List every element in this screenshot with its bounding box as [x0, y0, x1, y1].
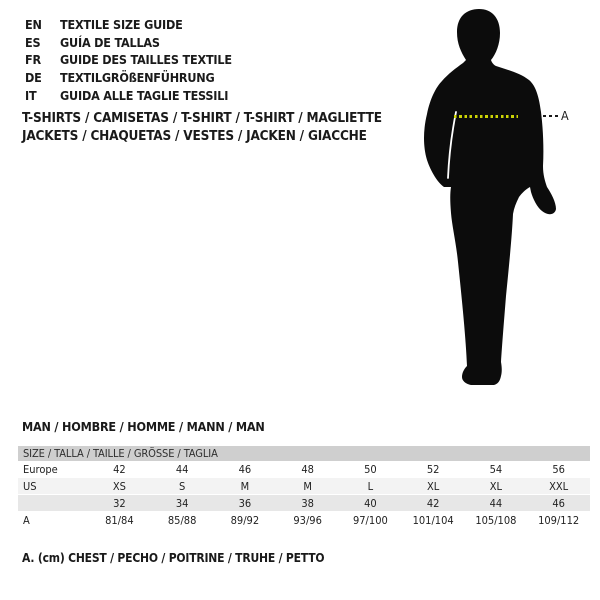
table-cell: XL	[426, 479, 440, 493]
table-cell: 44	[175, 463, 189, 476]
table-cell: 109/112	[538, 514, 580, 527]
measure-label-a: A	[561, 108, 569, 123]
measurement-footnote: A. (cm) CHEST / PECHO / POITRINE / TRUHE / PETTO	[22, 551, 325, 565]
table-cell: 48	[301, 463, 314, 476]
row-label: US	[23, 479, 37, 493]
table-cell: 101/104	[412, 514, 454, 527]
table-cell: XS	[112, 479, 126, 493]
language-code: DE	[25, 70, 42, 86]
table-row-alt-sizes	[18, 495, 590, 512]
table-cell: M	[240, 479, 250, 493]
category-tshirts: T-SHIRTS / CAMISETAS / T-SHIRT / T-SHIRT / MAGLIETTE	[22, 110, 382, 126]
row-label: A	[23, 514, 30, 527]
table-cell: 56	[552, 463, 565, 476]
table-cell: 52	[426, 463, 440, 476]
language-code: FR	[25, 52, 41, 68]
language-code: ES	[25, 34, 41, 50]
table-cell: L	[367, 479, 374, 493]
guide-title: GUIDA ALLE TAGLIE TESSILI	[60, 87, 229, 103]
table-cell: 40	[364, 496, 377, 510]
category-jackets: JACKETS / CHAQUETAS / VESTES / JACKEN / GIACCHE	[22, 128, 367, 144]
table-cell: 42	[113, 463, 126, 476]
table-cell: 46	[552, 496, 565, 510]
size-table	[18, 446, 590, 529]
table-cell: 50	[364, 463, 377, 476]
table-cell: 81/84	[105, 514, 134, 527]
table-cell: 32	[113, 496, 126, 510]
table-cell: 46	[238, 463, 252, 476]
table-cell: 54	[489, 463, 503, 476]
table-row-chest-cm	[18, 512, 590, 529]
guide-title: TEXTILGRÖßENFÜHRUNG	[60, 70, 215, 86]
table-cell: XL	[489, 479, 503, 493]
table-cell: 105/108	[475, 514, 517, 527]
table-row-europe	[18, 461, 590, 478]
table-cell: 38	[301, 496, 314, 510]
chest-measure-dash-pointer	[543, 115, 560, 117]
table-cell: XXL	[549, 479, 569, 493]
table-cell: 36	[238, 496, 252, 510]
guide-title: GUIDE DES TAILLES TEXTILE	[60, 52, 232, 68]
table-cell: M	[303, 479, 312, 493]
table-cell: 93/96	[293, 514, 322, 527]
table-cell: 89/92	[230, 514, 260, 527]
table-cell: 44	[489, 496, 503, 510]
section-title-man: MAN / HOMBRE / HOMME / MANN / MAN	[22, 419, 265, 434]
language-code: EN	[25, 17, 42, 33]
guide-title: TEXTILE SIZE GUIDE	[60, 17, 183, 33]
size-table-header: SIZE / TALLA / TAILLE / GRÖSSE / TAGLIA	[18, 446, 590, 461]
table-row-us	[18, 478, 590, 495]
table-cell: 42	[426, 496, 440, 510]
row-label: Europe	[23, 463, 58, 476]
guide-title: GUÍA DE TALLAS	[60, 34, 160, 50]
table-cell: 97/100	[352, 514, 388, 527]
table-cell: 34	[175, 496, 189, 510]
table-cell: 85/88	[167, 514, 197, 527]
chest-measure-dash-on-body	[454, 115, 518, 118]
language-code: IT	[25, 87, 37, 103]
table-cell: S	[178, 479, 186, 493]
